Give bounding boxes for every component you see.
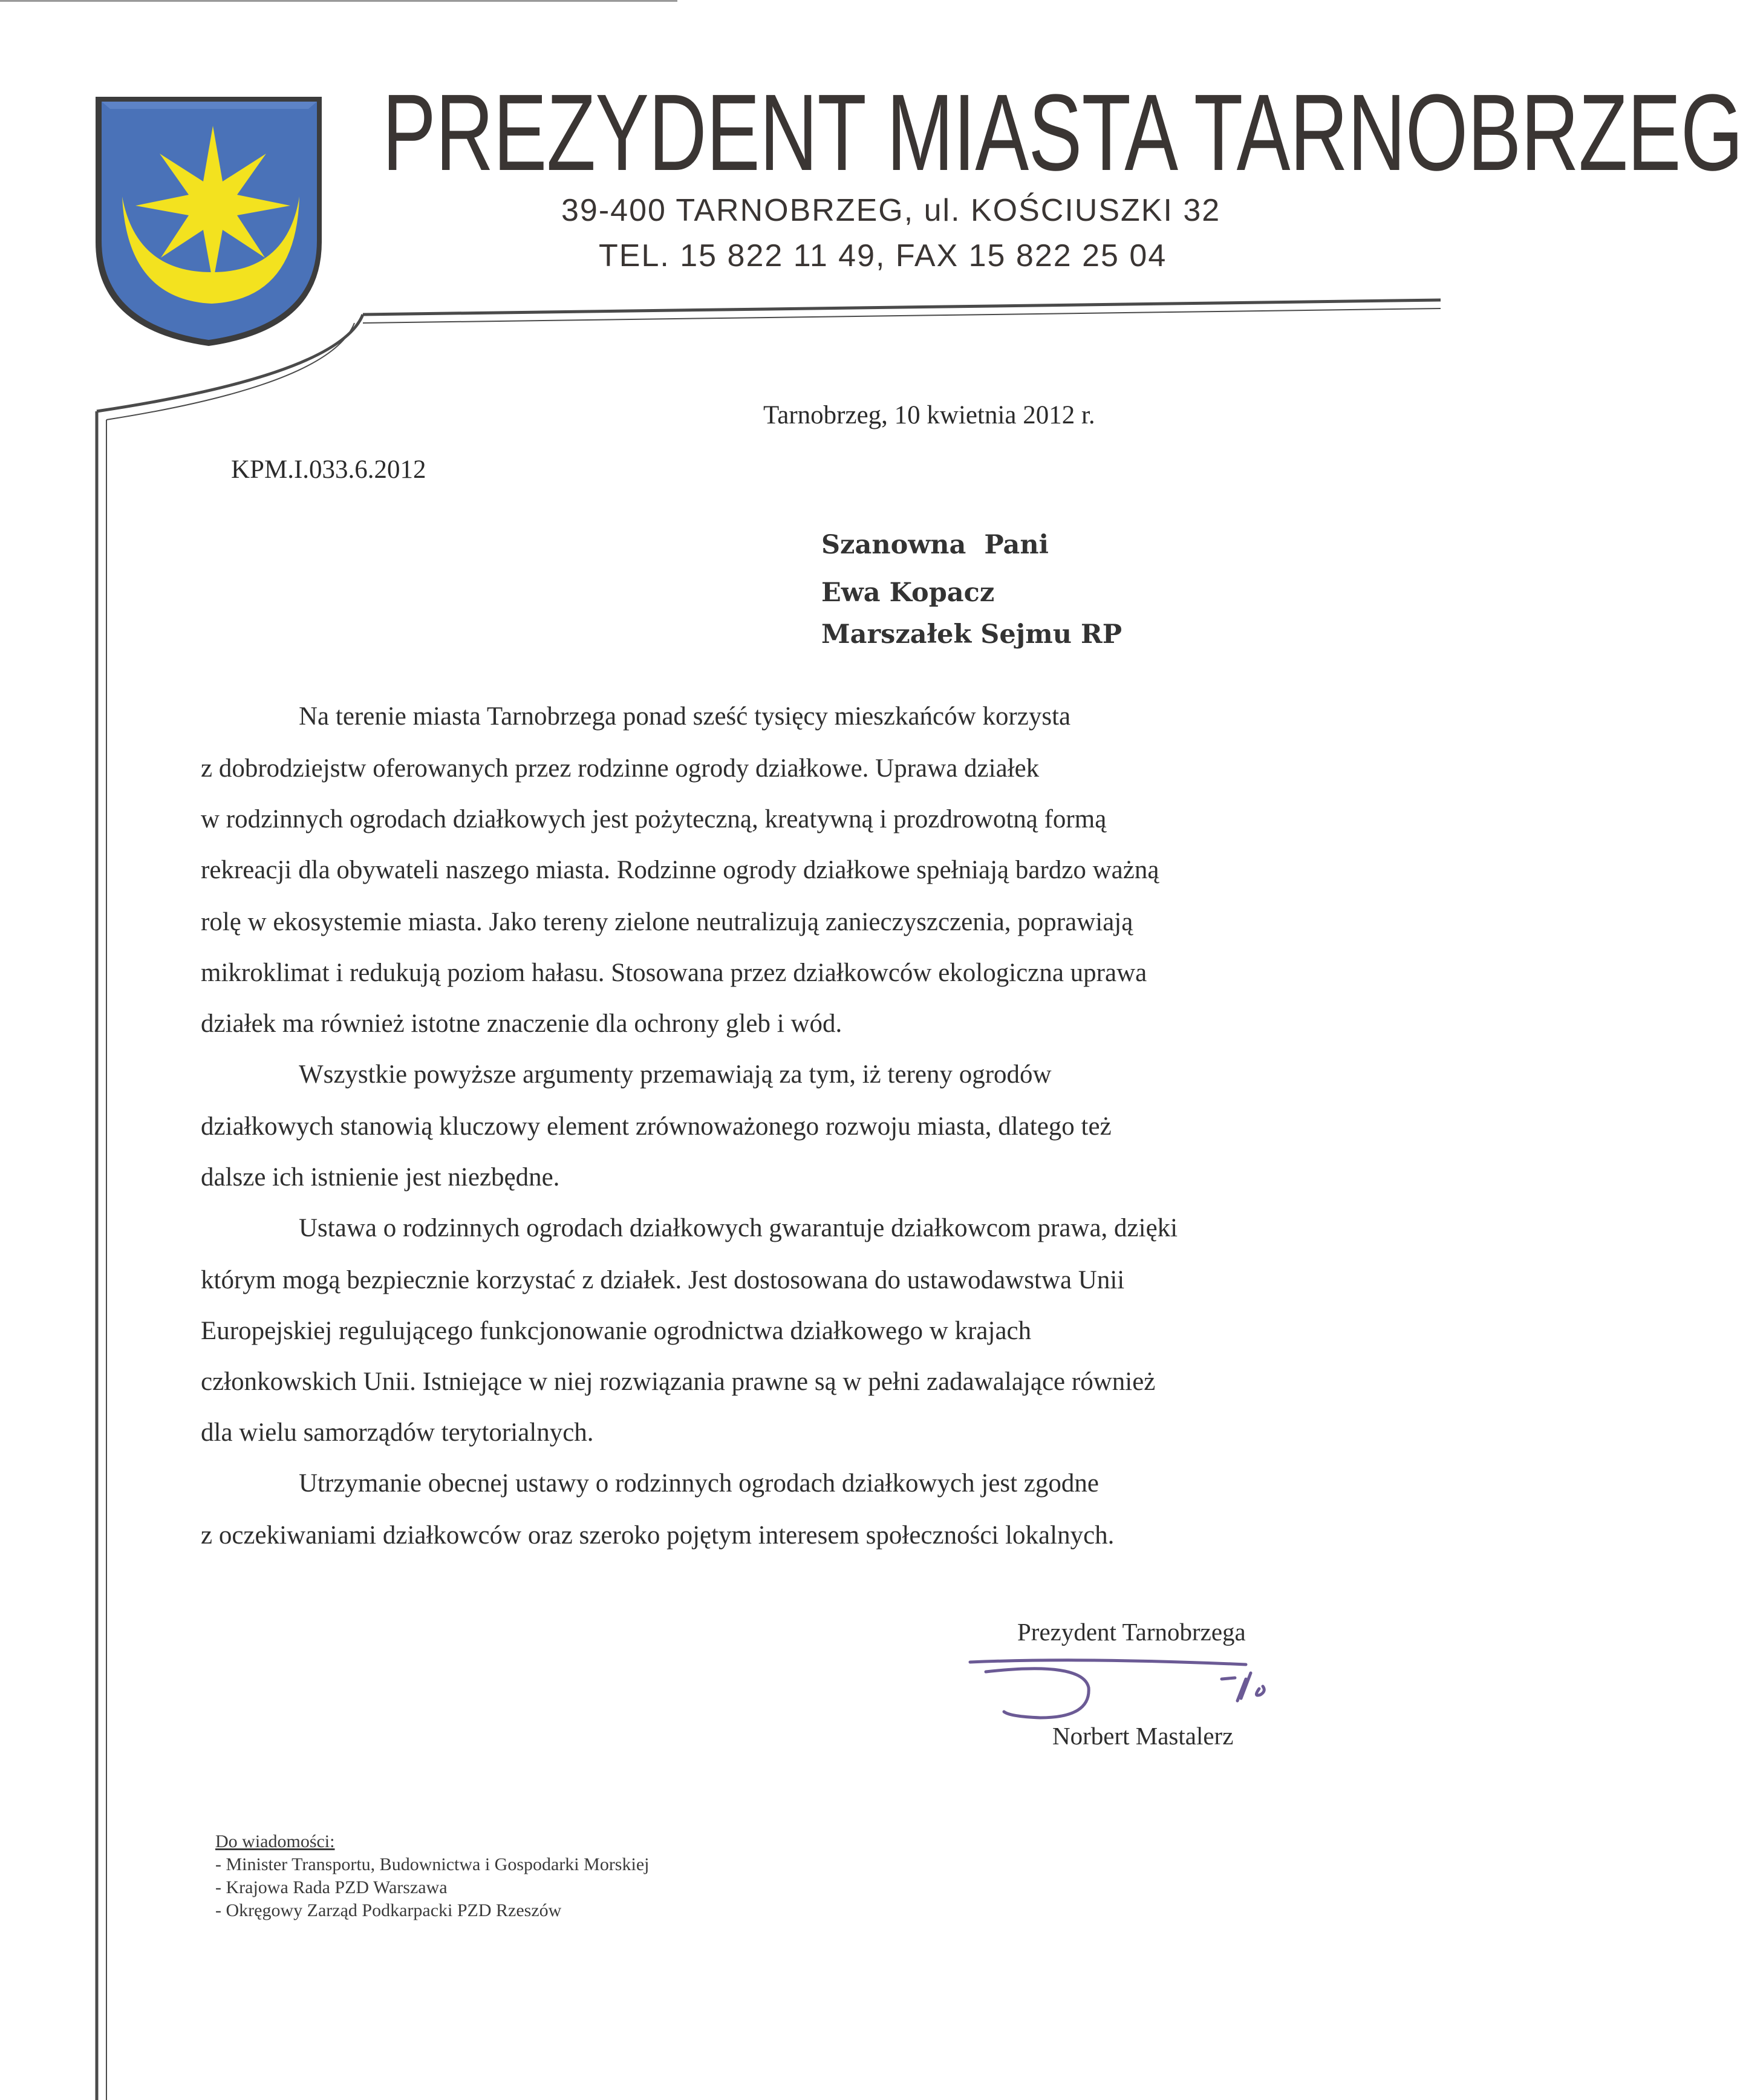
- letter-date: Tarnobrzeg, 10 kwietnia 2012 r.: [763, 401, 1095, 429]
- body-line: mikroklimat i redukują poziom hałasu. Stosowana przez działkowców ekologiczna uprawa: [201, 959, 1147, 987]
- letterhead-title: PREZYDENT MIASTA TARNOBRZEG: [382, 72, 1743, 194]
- body-line: z oczekiwaniami działkowców oraz szeroko pojętym interesem społeczności lokalnych.: [201, 1521, 1115, 1550]
- distribution-item: - Minister Transportu, Budownictwa i Gospodarki Morskiej: [215, 1854, 650, 1874]
- body-line: Utrzymanie obecnej ustawy o rodzinnych ogrodach działkowych jest zgodne: [299, 1469, 1100, 1498]
- addressee-name: Ewa Kopacz: [821, 578, 995, 608]
- body-line: w rodzinnych ogrodach działkowych jest pożyteczną, kreatywną i prozdrowotną formą: [201, 805, 1107, 833]
- body-line: rolę w ekosystemie miasta. Jako tereny zielone neutralizują zanieczyszczenia, poprawiają: [201, 908, 1133, 936]
- distribution-item: - Okręgowy Zarząd Podkarpacki PZD Rzeszów: [215, 1900, 562, 1920]
- body-line: dalsze ich istnienie jest niezbędne.: [201, 1163, 560, 1192]
- signatory-name: Norbert Mastalerz: [1052, 1722, 1234, 1750]
- reference-number: KPM.I.033.6.2012: [231, 455, 426, 484]
- distribution-list: [215, 1830, 649, 1922]
- body-line: Ustawa o rodzinnych ogrodach działkowych gwarantuje działkowcom prawa, dzięki: [299, 1214, 1178, 1242]
- distribution-heading: Do wiadomości:: [215, 1831, 335, 1851]
- body-line: rekreacji dla obywateli naszego miasta. Rodzinne ogrody działkowe spełniają bardzo ważną: [201, 856, 1159, 884]
- handwritten-signature-icon: [962, 1633, 1324, 1736]
- distribution-item: - Krajowa Rada PZD Warszawa: [215, 1877, 448, 1897]
- body-line: Europejskiej regulującego funkcjonowanie ogrodnictwa działkowego w krajach: [201, 1317, 1032, 1345]
- body-line: którym mogą bezpiecznie korzystać z działek. Jest dostosowana do ustawodawstwa Unii: [201, 1266, 1125, 1294]
- body-line: członkowskich Unii. Istniejące w niej rozwiązania prawne są w pełni zadawalające również: [201, 1368, 1156, 1396]
- body-line: Wszystkie powyższe argumenty przemawiają za tym, iż tereny ogrodów: [299, 1060, 1052, 1089]
- body-line: dla wielu samorządów terytorialnych.: [201, 1418, 594, 1447]
- letterhead-address: 39-400 TARNOBRZEG, ul. KOŚCIUSZKI 32: [561, 193, 1221, 228]
- body-line: działkowych stanowią kluczowy element zrównoważonego rozwoju miasta, dlatego też: [201, 1112, 1112, 1141]
- addressee-title: Marszałek Sejmu RP: [821, 619, 1122, 650]
- letterhead-phone: TEL. 15 822 11 49, FAX 15 822 25 04: [599, 238, 1167, 273]
- signatory-title: Prezydent Tarnobrzega: [1017, 1618, 1246, 1646]
- addressee-salutation: Szanowna Pani: [821, 530, 1049, 560]
- body-line: działek ma również istotne znaczenie dla ochrony gleb i wód.: [201, 1009, 842, 1038]
- body-line: Na terenie miasta Tarnobrzega ponad sześć tysięcy mieszkańców korzysta: [299, 702, 1071, 731]
- body-line: z dobrodziejstw oferowanych przez rodzinne ogrody działkowe. Uprawa działek: [201, 754, 1040, 783]
